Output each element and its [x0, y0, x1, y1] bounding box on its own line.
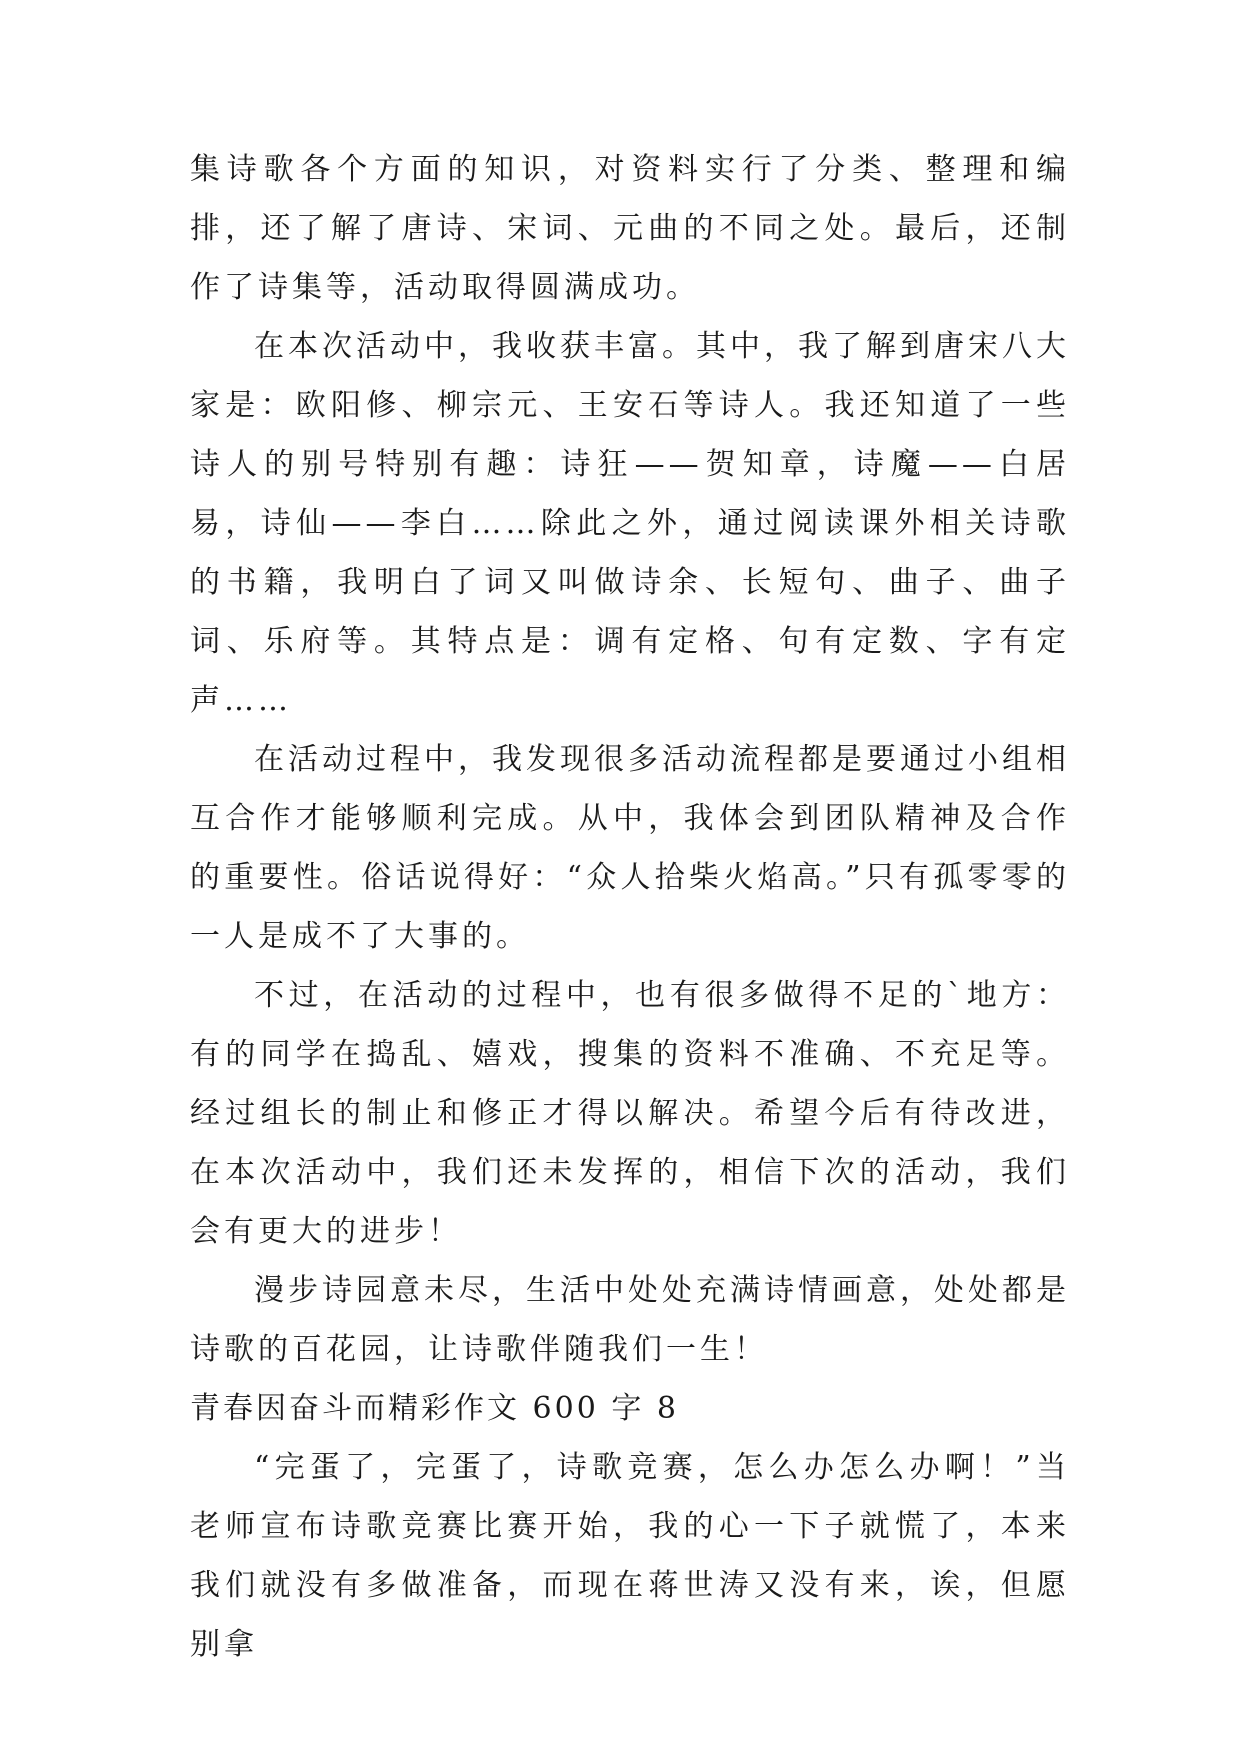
paragraph-6: “完蛋了，完蛋了，诗歌竞赛，怎么办怎么办啊！”当老师宣布诗歌竞赛比赛开始，我的心一下子就慌了，本来我们就没有多做准备，而现在蒋世涛又没有来，诶，但愿别拿 [190, 1450, 1070, 1662]
section-title: 青春因奋斗而精彩作文 600 字 8 [190, 1391, 679, 1426]
paragraph-1: 集诗歌各个方面的知识，对资料实行了分类、整理和编排，还了解了唐诗、宋词、元曲的不同之处。最后，还制作了诗集等，活动取得圆满成功。 [190, 152, 1070, 305]
paragraph-5: 漫步诗园意未尽，生活中处处充满诗情画意，处处都是诗歌的百花园，让诗歌伴随我们一生！ [190, 1273, 1070, 1367]
paragraph-4: 不过，在活动的过程中，也有很多做得不足的`地方：有的同学在捣乱、嬉戏，搜集的资料不准确、不充足等。经过组长的制止和修正才得以解决。希望今后有待改进，在本次活动中，我们还未发挥的，相信下次的活动，我们会有更大的进步！ [190, 978, 1070, 1249]
document-page [190, 140, 1070, 1674]
paragraph-3: 在活动过程中，我发现很多活动流程都是要通过小组相互合作才能够顺利完成。从中，我体会到团队精神及合作的重要性。俗话说得好：“众人拾柴火焰高。”只有孤零零的一人是成不了大事的。 [190, 742, 1070, 954]
paragraph-2: 在本次活动中，我收获丰富。其中，我了解到唐宋八大家是：欧阳修、柳宗元、王安石等诗人。我还知道了一些诗人的别号特别有趣：诗狂——贺知章，诗魔——白居易，诗仙——李白……除此之外，通过阅读课外相关诗歌的书籍，我明白了词又叫做诗余、长短句、曲子、曲子词、乐府等。其特点是：调有定格、句有定数、字有定声…… [190, 329, 1070, 718]
